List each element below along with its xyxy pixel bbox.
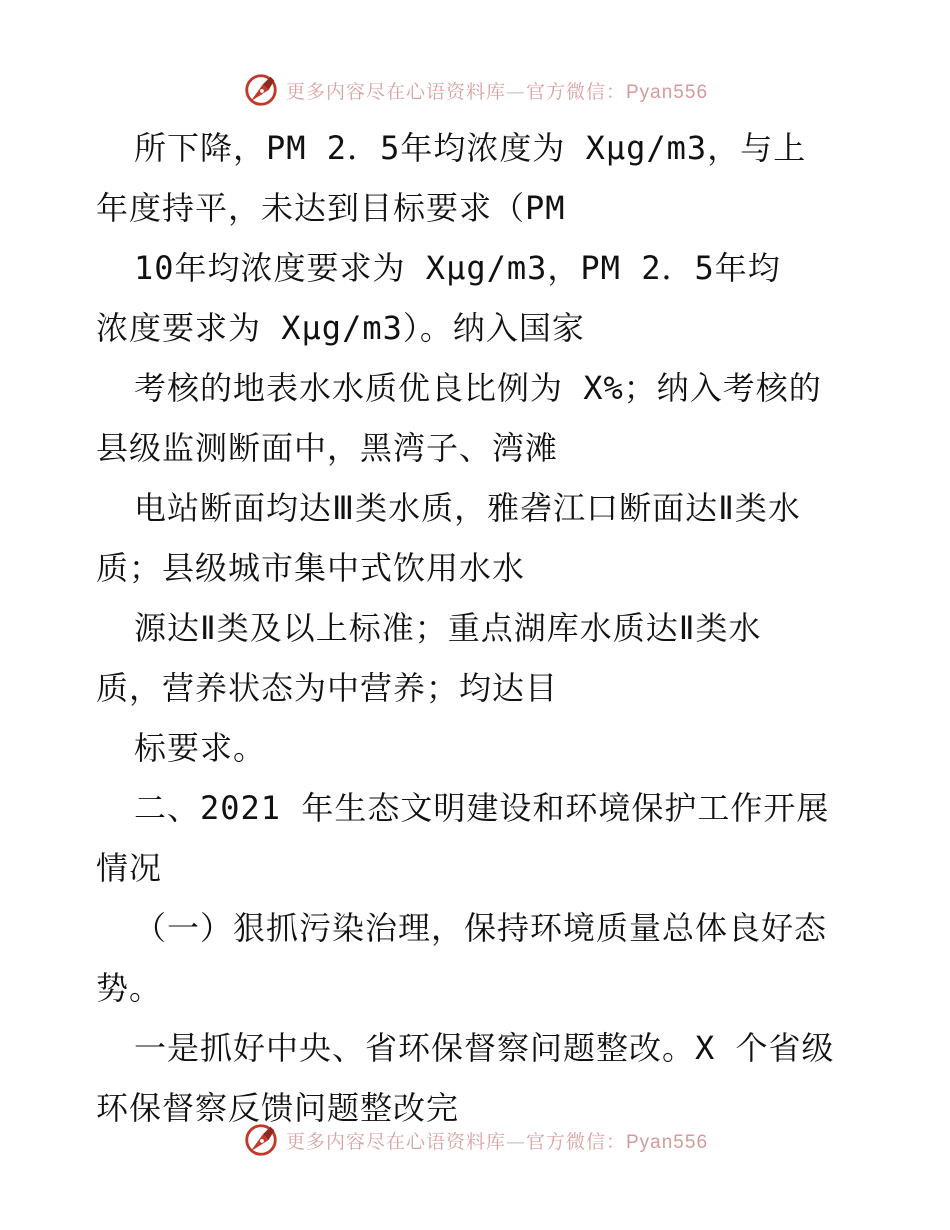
text-line: 浓度要求为 Xμg/m3）。纳入国家	[96, 309, 585, 347]
text-line: 情况	[96, 849, 163, 887]
pen-nib-logo-icon	[242, 1121, 280, 1159]
text-line: 县级监测断面中，黑湾子、湾滩	[96, 429, 559, 467]
pen-nib-logo-icon	[242, 71, 280, 109]
text-line: 势。	[96, 969, 163, 1007]
text-line: 标要求。	[134, 729, 267, 767]
footer-banner-text: 更多内容尽在心语资料库—官方微信：Pyan556	[285, 1130, 709, 1153]
text-line: 电站断面均达Ⅲ类水质，雅砻江口断面达Ⅱ类水	[134, 489, 801, 527]
text-line: （一）狠抓污染治理，保持环境质量总体良好态	[134, 909, 828, 947]
footer-banner	[0, 1120, 950, 1160]
text-line: 二、2021 年生态文明建设和环境保护工作开展	[134, 789, 830, 827]
text-line: 环保督察反馈问题整改完	[96, 1089, 460, 1127]
text-line: 源达Ⅱ类及以上标准；重点湖库水质达Ⅱ类水	[134, 609, 762, 647]
text-line: 考核的地表水水质优良比例为 X%；纳入考核的	[134, 369, 822, 407]
text-line: 质；县级城市集中式饮用水水	[96, 549, 526, 587]
text-line: 所下降，PM 2．5年均浓度为 Xμg/m3，与上	[134, 129, 807, 167]
header-banner-text: 更多内容尽在心语资料库—官方微信：Pyan556	[285, 80, 709, 103]
document-body	[96, 118, 866, 1138]
text-line: 10年均浓度要求为 Xμg/m3，PM 2．5年均	[134, 249, 781, 287]
text-line: 质，营养状态为中营养；均达目	[96, 669, 559, 707]
text-line: 一是抓好中央、省环保督察问题整改。X 个省级	[134, 1029, 835, 1067]
header-banner	[0, 70, 950, 110]
text-line: 年度持平，未达到目标要求（PM	[96, 189, 566, 227]
